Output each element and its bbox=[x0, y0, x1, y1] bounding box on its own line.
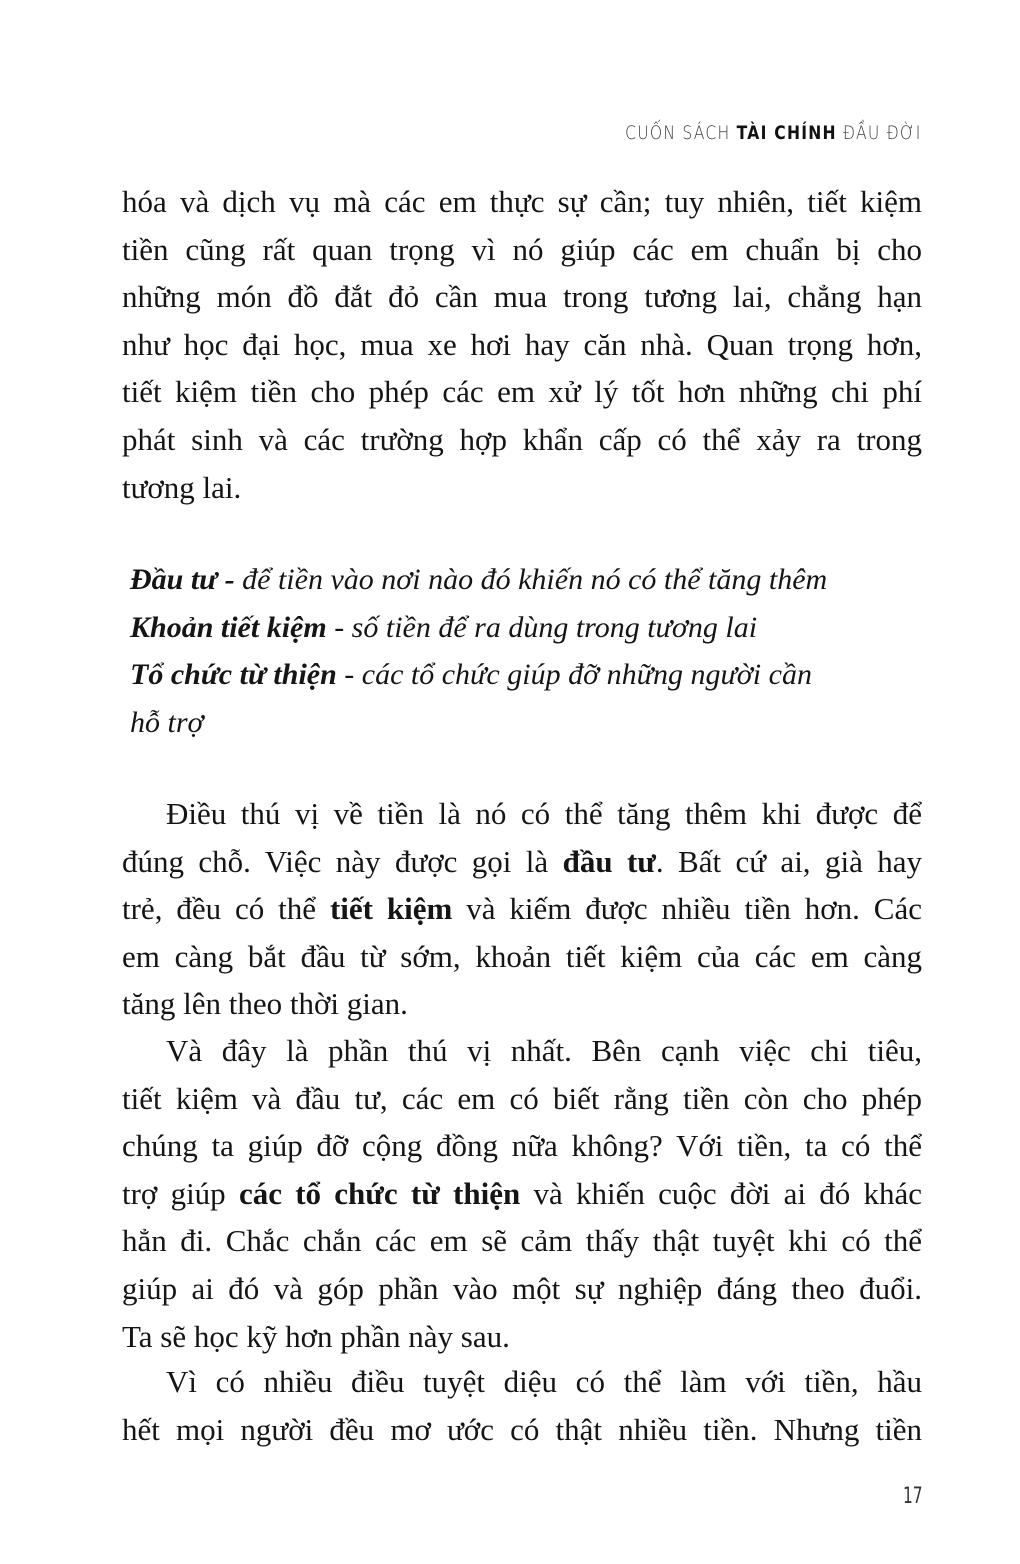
glossary-definitions bbox=[130, 556, 920, 746]
text-line: tiết kiệm tiền cho phép các em xử lý tốt hơn những chi phí bbox=[122, 374, 922, 410]
running-head-series: CUỐN SÁCH bbox=[625, 122, 731, 144]
definition-savings bbox=[130, 604, 920, 652]
definition-term: Tổ chức từ thiện bbox=[130, 658, 337, 692]
definition-term: Đầu tư - bbox=[130, 563, 235, 596]
definition-charity bbox=[130, 651, 920, 699]
text-line: tăng lên theo thời gian. bbox=[122, 986, 408, 1022]
text-run: trẻ, đều có thể bbox=[122, 891, 330, 927]
text-line: Điều thú vị về tiền là nó có thể tăng thêm khi được để bbox=[166, 796, 922, 831]
definition-text: - các tổ chức giúp đỡ những người cần bbox=[336, 658, 812, 692]
paragraph-4 bbox=[122, 1358, 922, 1453]
definition-term: Khoản tiết kiệm bbox=[130, 610, 327, 644]
running-head-subtitle: ĐẦU ĐỜI bbox=[843, 122, 922, 144]
text-line: chúng ta giúp đỡ cộng đồng nữa không? Với tiền, ta có thể bbox=[122, 1128, 922, 1164]
text-run: trợ giúp bbox=[122, 1175, 239, 1211]
running-head-title: TÀI CHÍNH bbox=[737, 122, 838, 144]
text-line bbox=[122, 1170, 922, 1218]
running-head bbox=[625, 122, 922, 144]
emphasis-term: đầu tư bbox=[562, 843, 656, 879]
paragraph-1 bbox=[122, 178, 922, 511]
text-run: và kiếm được nhiều tiền hơn. Các bbox=[452, 891, 922, 927]
text-line: phát sinh và các trường hợp khẩn cấp có thể xảy ra trong bbox=[122, 421, 922, 457]
text-line: hết mọi người đều mơ ước có thật nhiều tiền. Nhưng tiền bbox=[122, 1411, 922, 1447]
text-line: Và đây là phần thú vị nhất. Bên cạnh việc chi tiêu, bbox=[166, 1033, 922, 1068]
emphasis-term: tiết kiệm bbox=[329, 891, 453, 927]
definition-text: - số tiền để ra dùng trong tương lai bbox=[326, 610, 758, 644]
text-line: hẳn đi. Chắc chắn các em sẽ cảm thấy thật tuyệt khi có thể bbox=[122, 1223, 922, 1259]
definition-charity-continued bbox=[130, 699, 920, 747]
definition-text: hỗ trợ bbox=[130, 705, 204, 739]
text-line: tương lai. bbox=[122, 469, 242, 505]
text-line bbox=[122, 838, 922, 886]
text-run: đúng chỗ. Việc này được gọi là bbox=[122, 843, 563, 879]
definition-text: để tiền vào nơi nào đó khiến nó có thể tăng thêm bbox=[234, 563, 828, 596]
text-line: em càng bắt đầu từ sớm, khoản tiết kiệm của các em càng bbox=[122, 938, 922, 974]
text-line: tiết kiệm và đầu tư, các em có biết rằng tiền còn cho phép bbox=[122, 1080, 922, 1116]
page-number: 17 bbox=[903, 1484, 923, 1509]
text-line: giúp ai đó và góp phần vào một sự nghiệp đáng theo đuổi. bbox=[122, 1270, 922, 1306]
text-line: Ta sẽ học kỹ hơn phần này sau. bbox=[122, 1318, 510, 1354]
text-line: tiền cũng rất quan trọng vì nó giúp các em chuẩn bị cho bbox=[122, 231, 922, 267]
text-run: và khiến cuộc đời ai đó khác bbox=[520, 1175, 922, 1211]
emphasis-term: các tổ chức từ thiện bbox=[238, 1175, 521, 1211]
text-line: Vì có nhiều điều tuyệt diệu có thể làm với tiền, hầu bbox=[166, 1364, 922, 1399]
definition-investment bbox=[130, 556, 920, 604]
text-line: hóa và dịch vụ mà các em thực sự cần; tuy nhiên, tiết kiệm bbox=[122, 184, 922, 219]
paragraph-3 bbox=[122, 1027, 922, 1360]
text-line bbox=[122, 885, 922, 933]
text-run: . Bất cứ ai, già hay bbox=[655, 843, 922, 879]
text-line: những món đồ đắt đỏ cần mua trong tương lai, chẳng hạn bbox=[122, 279, 922, 315]
text-line: như học đại học, mua xe hơi hay căn nhà. Quan trọng hơn, bbox=[122, 326, 922, 362]
paragraph-2 bbox=[122, 790, 922, 1028]
